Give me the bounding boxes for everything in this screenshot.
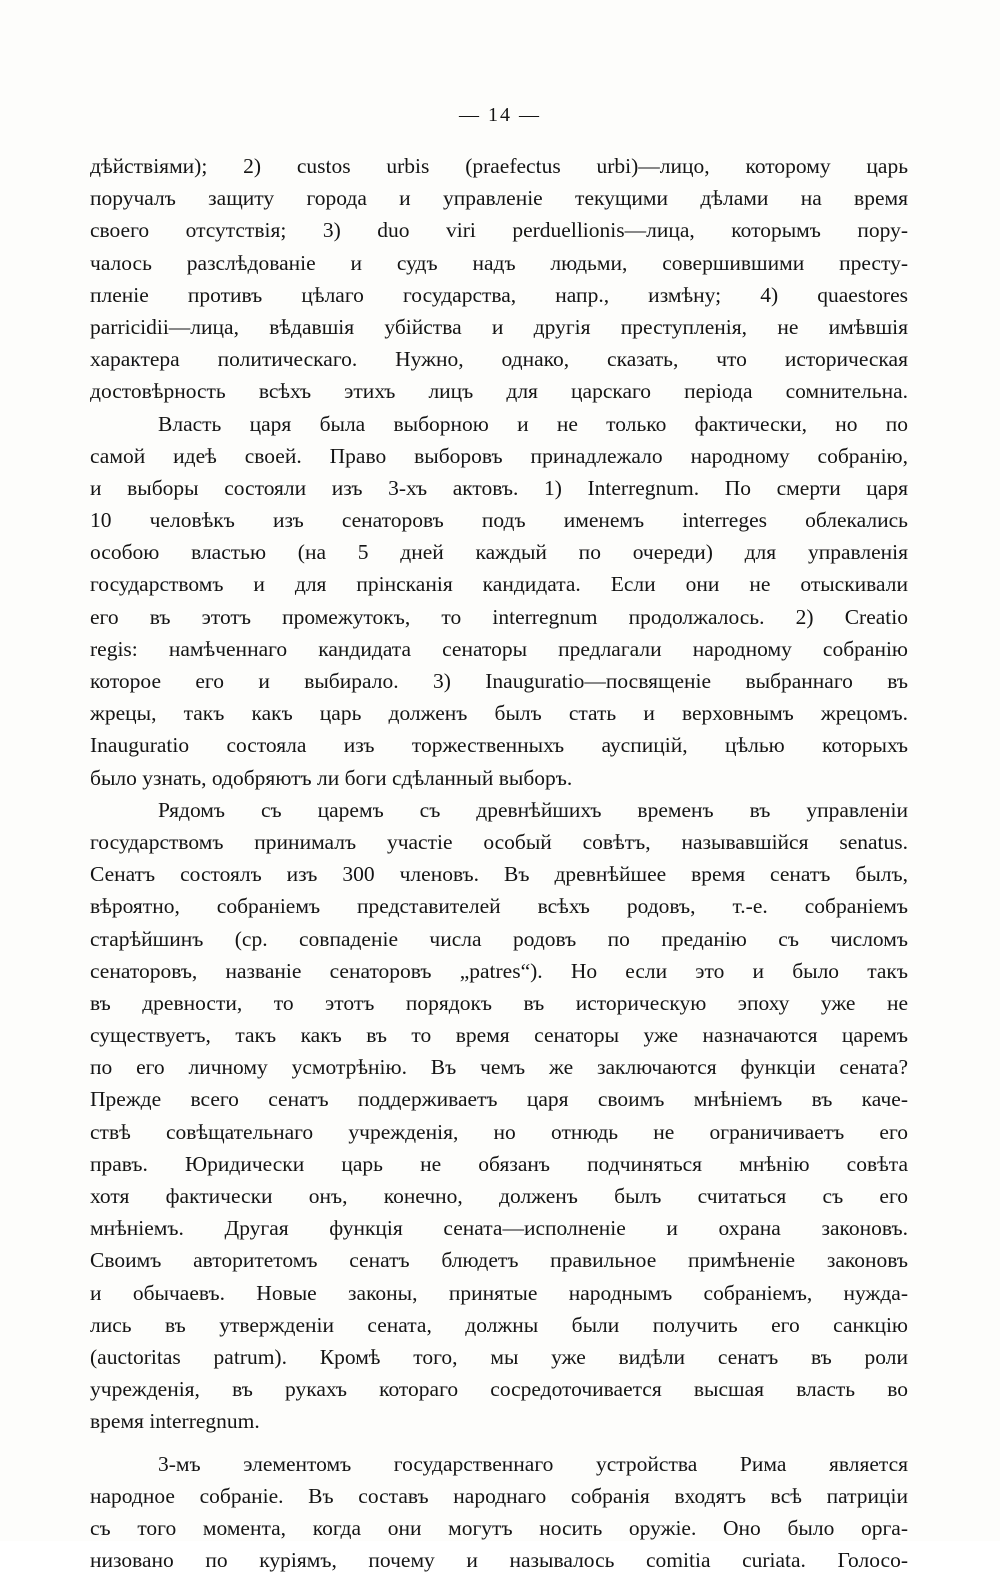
- text-line: и обычаевъ. Новые законы, принятые народнымъ собраніемъ, нужда-: [90, 1277, 908, 1309]
- text-line: хотя фактически онъ, конечно, долженъ былъ считаться съ его: [90, 1180, 908, 1212]
- text-line: которое его и выбирало. 3) Inauguratio—посвященіе выбраннаго въ: [90, 665, 908, 697]
- text-line: (auctoritas patrum). Кромѣ того, мы уже видѣли сенатъ въ роли: [90, 1341, 908, 1373]
- text-line: особою властью (на 5 дней каждый по очереди) для управленія: [90, 536, 908, 568]
- text-line: было узнать, одобряютъ ли боги сдѣланный выборъ.: [90, 762, 908, 794]
- text-line: своего отсутствія; 3) duo viri perduellionis—лица, которымъ пору-: [90, 214, 908, 246]
- text-line: жрецы, такъ какъ царь долженъ былъ стать и верховнымъ жрецомъ.: [90, 697, 908, 729]
- text-line: его въ этотъ промежутокъ, то interregnum продолжалось. 2) Creatio: [90, 601, 908, 633]
- text-line: ствѣ совѣщательнаго учрежденія, но отнюдь не ограничиваетъ его: [90, 1116, 908, 1148]
- paragraph-2: [90, 408, 908, 794]
- paragraph-1: [90, 150, 908, 408]
- text-line: сенаторовъ, названіе сенаторовъ „patres“). Но если это и было такъ: [90, 955, 908, 987]
- text-line: 3-мъ элементомъ государственнаго устройства Рима является: [90, 1448, 908, 1480]
- text-line: въ древности, то этотъ порядокъ въ историческую эпоху уже не: [90, 987, 908, 1019]
- text-line: Inauguratio состояла изъ торжественныхъ ауспицій, цѣлью которыхъ: [90, 729, 908, 761]
- text-line: характера политическаго. Нужно, однако, сказать, что историческая: [90, 343, 908, 375]
- text-line: государствомъ и для прінсканія кандидата. Если они не отыскивали: [90, 568, 908, 600]
- text-line: по его личному усмотрѣнію. Въ чемъ же заключаются функціи сената?: [90, 1051, 908, 1083]
- text-line: чалось разслѣдованіе и судъ надъ людьми, совершившими престу-: [90, 247, 908, 279]
- text-line: 10 человѣкъ изъ сенаторовъ подъ именемъ interreges облекались: [90, 504, 908, 536]
- text-line: самой идеѣ своей. Право выборовъ принадлежало народному собранію,: [90, 440, 908, 472]
- paragraph-gap: [90, 1438, 908, 1448]
- text-line: regis: намѣченнаго кандидата сенаторы предлагали народному собранію: [90, 633, 908, 665]
- text-line: и выборы состояли изъ 3-хъ актовъ. 1) Interregnum. По смерти царя: [90, 472, 908, 504]
- text-line: пленіе противъ цѣлаго государства, напр., измѣну; 4) quaestores: [90, 279, 908, 311]
- text-line: поручалъ защиту города и управленіе текущими дѣлами на время: [90, 182, 908, 214]
- text-line: старѣйшинъ (ср. совпаденіе числа родовъ по преданію съ числомъ: [90, 923, 908, 955]
- page-number: — 14 —: [0, 104, 1000, 127]
- text-line: существуетъ, такъ какъ въ то время сенаторы уже назначаются царемъ: [90, 1019, 908, 1051]
- text-line: правъ. Юридически царь не обязанъ подчиняться мнѣнію совѣта: [90, 1148, 908, 1180]
- text-line: низовано по куріямъ, почему и называлось comitia curiata. Голосо-: [90, 1544, 908, 1576]
- text-line: государствомъ принималъ участіе особый совѣтъ, называвшійся senatus.: [90, 826, 908, 858]
- text-line: достовѣрность всѣхъ этихъ лицъ для царскаго періода сомнительна.: [90, 375, 908, 407]
- text-line: Своимъ авторитетомъ сенатъ блюдетъ правильное примѣненіе законовъ: [90, 1244, 908, 1276]
- text-line: parricidii—лица, вѣдавшія убійства и другія преступленія, не имѣвшія: [90, 311, 908, 343]
- text-line: Сенатъ состоялъ изъ 300 членовъ. Въ древнѣйшее время сенатъ былъ,: [90, 858, 908, 890]
- text-line: дѣйствіями); 2) custos urbis (praefectus urbi)—лицо, которому царь: [90, 150, 908, 182]
- text-line: учрежденія, въ рукахъ котораго сосредоточивается высшая власть во: [90, 1373, 908, 1405]
- text-line: Рядомъ съ царемъ съ древнѣйшихъ временъ въ управленіи: [90, 794, 908, 826]
- text-line: мнѣніемъ. Другая функція сената—исполненіе и охрана законовъ.: [90, 1212, 908, 1244]
- text-line: время interregnum.: [90, 1405, 908, 1437]
- paragraph-3: [90, 794, 908, 1438]
- text-line: Власть царя была выборною и не только фактически, но по: [90, 408, 908, 440]
- text-line: Прежде всего сенатъ поддерживаетъ царя своимъ мнѣніемъ въ каче-: [90, 1083, 908, 1115]
- paragraph-4: [90, 1448, 908, 1576]
- text-line: лись въ утвержденіи сената, должны были получить его санкцію: [90, 1309, 908, 1341]
- text-line: народное собраніе. Въ составъ народнаго собранія входятъ всѣ патриціи: [90, 1480, 908, 1512]
- body-text: [90, 150, 908, 1576]
- text-line: вѣроятно, собраніемъ представителей всѣхъ родовъ, т.-е. собраніемъ: [90, 890, 908, 922]
- text-line: съ того момента, когда они могутъ носить оружіе. Оно было орга-: [90, 1512, 908, 1544]
